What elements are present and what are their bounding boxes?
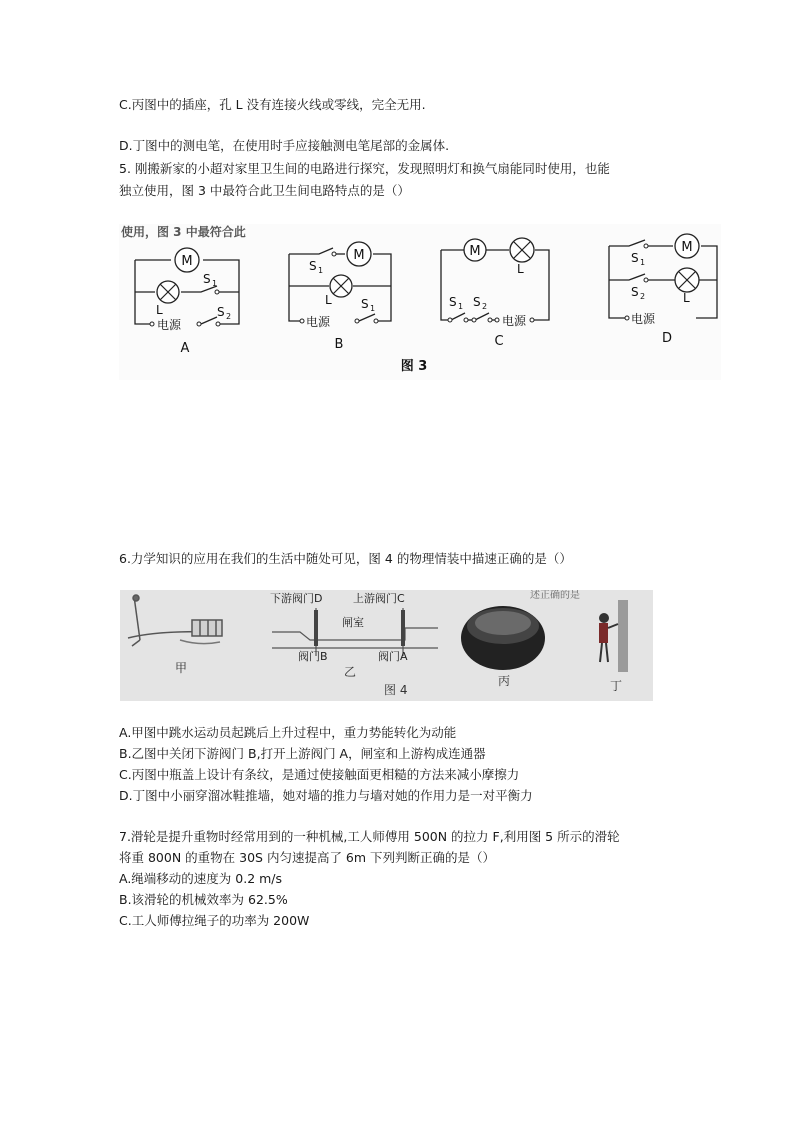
fig3-label-d: D — [661, 331, 673, 346]
q6-option-d: D.丁图中小丽穿溜冰鞋推墙，她对墙的推力与墙对她的作用力是一对平衡力 — [119, 788, 533, 803]
figure-4-mechanics — [120, 590, 653, 701]
fig4-valve-a: 阀门A — [378, 650, 408, 663]
fig3-switch-a2-sub: 2 — [226, 312, 232, 321]
fig4-label-jia: 甲 — [175, 661, 188, 675]
fig4-label-yi: 乙 — [344, 665, 357, 679]
fig3-lamp-label-a: L — [156, 303, 163, 317]
q7-option-a: A.绳端移动的速度为 0.2 m/s — [119, 871, 283, 886]
q6-option-b: B.乙图中关闭下游阀门 B,打开上游阀门 A，闸室和上游构成连通器 — [119, 746, 486, 761]
fig3-switch-d1-sub: 1 — [640, 258, 646, 267]
fig4-valve-c: 上游阀门C — [353, 592, 405, 605]
fig3-lamp-label-b: L — [325, 293, 332, 307]
fig3-switch-d1: S — [631, 251, 639, 265]
fig3-label-c: C — [494, 334, 504, 349]
fig3-switch-b2: S — [361, 297, 369, 311]
fig3-lamp-label-d: L — [683, 291, 690, 305]
fig3-switch-a1-sub: 1 — [212, 279, 218, 288]
figure-3-circuits — [119, 224, 721, 380]
q6-option-a: A.甲图中跳水运动员起跳后上升过程中，重力势能转化为动能 — [119, 725, 457, 740]
q5-stem-line1: 5. 刚搬新家的小超对家里卫生间的电路进行探究，发现照明灯和换气扇能同时使用，也能 — [119, 161, 610, 176]
q7-option-c: C.工人师傅拉绳子的功率为 200W — [119, 913, 310, 928]
fig3-caption: 图 3 — [400, 359, 428, 374]
fig3-switch-c1-sub: 1 — [458, 302, 464, 311]
fig3-switch-d2: S — [631, 285, 639, 299]
fig4-label-bing: 丙 — [498, 674, 511, 688]
q4-option-c: C.丙图中的插座，孔 L 没有连接火线或零线，完全无用. — [119, 97, 426, 112]
fig4-valve-d: 下游阀门D — [270, 592, 323, 605]
q6-option-c: C.丙图中瓶盖上设计有条纹，是通过使接触面更相糙的方法来减小摩擦力 — [119, 767, 520, 782]
fig4-chamber: 闸室 — [342, 616, 364, 629]
fig3-switch-c2-sub: 2 — [482, 302, 488, 311]
fig3-switch-a2: S — [217, 305, 225, 319]
fig3-power-c: 电源 — [502, 314, 527, 328]
fig3-switch-b1-sub: 1 — [318, 266, 324, 275]
fig3-label-b: B — [334, 337, 344, 352]
q6-stem: 6.力学知识的应用在我们的生活中随处可见，图 4 的物理情装中描速正确的是（） — [119, 551, 572, 566]
fig3-switch-d2-sub: 2 — [640, 292, 646, 301]
q7-stem-line1: 7.滑轮是提升重物时经常用到的一种机械,工人师傅用 500N 的拉力 F,利用图 5 所示的滑轮 — [119, 829, 620, 844]
fig3-motor-b: M — [353, 248, 365, 263]
q5-stem-line2: 独立使用，图 3 中最符合此卫生间电路特点的是（） — [119, 183, 410, 198]
q7-stem-line2: 将重 800N 的重物在 30S 内匀速提高了 6m 下列判断正确的是（） — [119, 850, 496, 865]
fig4-label-ding: 丁 — [610, 679, 623, 693]
fig3-motor-d: M — [681, 240, 693, 255]
q7-option-b: B.该滑轮的机械效率为 62.5% — [119, 892, 288, 907]
fig3-lamp-label-c: L — [517, 262, 524, 276]
fig3-power-d: 电源 — [631, 312, 656, 326]
fig4-top-fragment: 述正确的是 — [530, 590, 580, 601]
fig3-power-a: 电源 — [157, 318, 182, 332]
fig3-motor-a: M — [181, 254, 193, 269]
fig4-valve-b: 阀门B — [298, 650, 328, 663]
fig4-caption: 图 4 — [384, 683, 408, 697]
fig3-switch-c1: S — [449, 295, 457, 309]
fig3-switch-c2: S — [473, 295, 481, 309]
fig3-label-a: A — [180, 341, 190, 356]
fig3-switch-b2-sub: 1 — [370, 304, 376, 313]
fig3-motor-c: M — [469, 244, 481, 259]
fig3-power-b: 电源 — [306, 315, 331, 329]
q4-option-d: D.丁图中的测电笔，在使用时手应接触测电笔尾部的金属体. — [119, 138, 450, 153]
fig4-bottle-cap — [461, 606, 545, 670]
figure-3-header-fragment: 使用，图 3 中最符合此 — [121, 225, 246, 239]
fig3-switch-a1: S — [203, 272, 211, 286]
fig3-switch-b1: S — [309, 259, 317, 273]
